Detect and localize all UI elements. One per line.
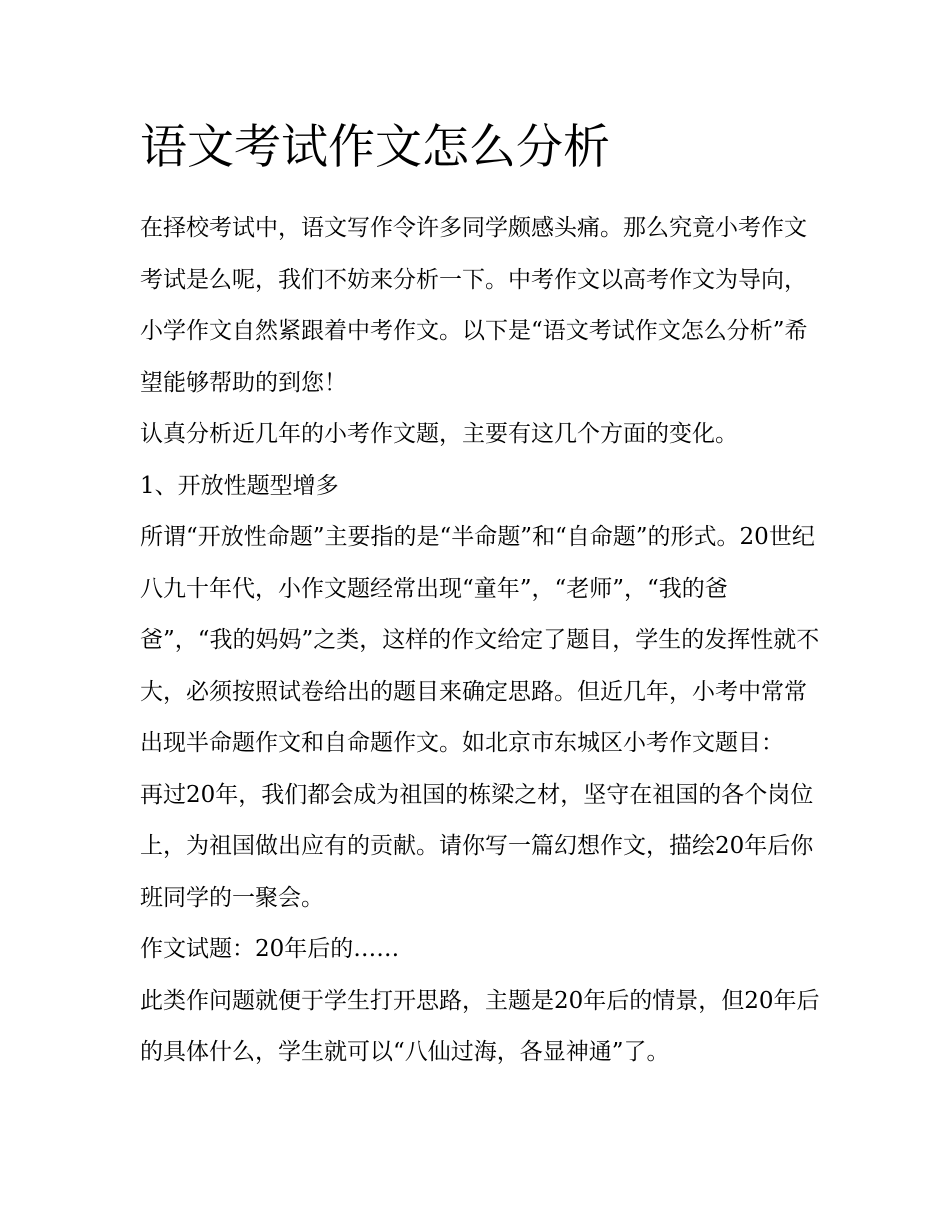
paragraph-exam-prompt: 再过20年，我们都会成为祖国的栋梁之材，坚守在祖国的各个岗位上，为祖国做出应有的贡献。请你写一篇幻想作文，描绘20年后你班同学的一聚会。 [140, 781, 814, 911]
document-title: 语文考试作文怎么分析 [140, 120, 610, 175]
paragraph-conclusion: 此类作问题就便于学生打开思路，主题是20年后的情景，但20年后的具体什么，学生就可以“八仙过海，各显神通”了。 [140, 987, 820, 1065]
section-heading-1: 1、开放性题型增多 [140, 472, 339, 499]
document-body [140, 203, 820, 1079]
paragraph-exam-title: 作文试题：20年后的…… [140, 936, 400, 962]
paragraph-analysis: 认真分析近几年的小考作文题，主要有这几个方面的变化。 [140, 421, 738, 447]
document-content [140, 116, 820, 1079]
paragraph-intro: 在择校考试中，语文写作令许多同学颇感头痛。那么究竟小考作文考试是么呢，我们不妨来分析一下。中考作文以高考作文为导向，小学作文自然紧跟着中考作文。以下是“语文考试作文怎么分析”希望能够帮助的到您！ [140, 215, 808, 396]
paragraph-open-topics: 所谓“开放性命题”主要指的是“半命题”和“自命题”的形式。20世纪八九十年代，小作文题经常出现“童年”，“老师”，“我的爸爸”，“我的妈妈”之类，这样的作文给定了题目，学生的发挥性就不大，必须按照试卷给出的题目来确定思路。但近几年，小考中常常出现半命题作文和自命题作文。如北京市东城区小考作文题目： [140, 524, 820, 756]
